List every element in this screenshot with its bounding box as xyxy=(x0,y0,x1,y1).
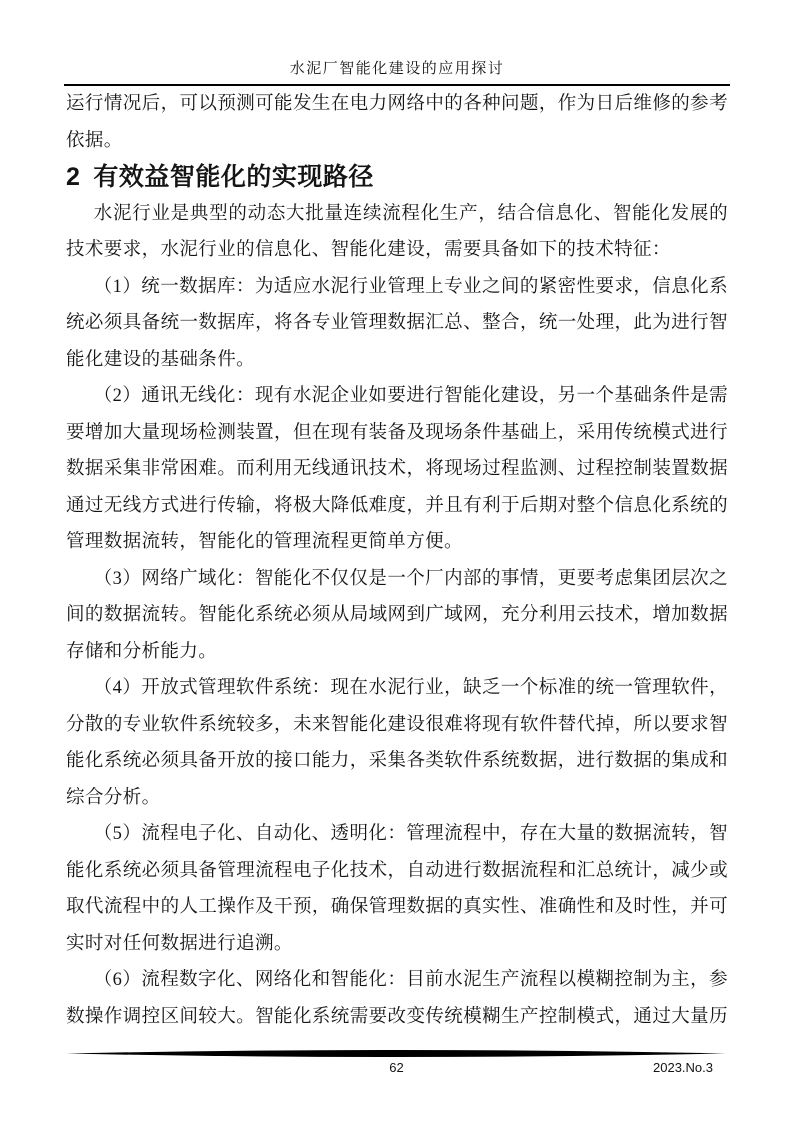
text-line: （5）流程电子化、自动化、透明化：管理流程中，存在大量的数据流转，智 xyxy=(93,824,728,844)
text-line: 水泥行业是典型的动态大批量连续流程化生产，结合信息化、智能化发展的 xyxy=(93,203,728,224)
text-line: 依据。 xyxy=(66,130,123,151)
text-line: 存储和分析能力。 xyxy=(66,641,218,662)
text-line: 运行情况后，可以预测可能发生在电力网络中的各种问题，作为日后维修的参考 xyxy=(66,94,728,114)
issue-label: 2023.No.3 xyxy=(653,1060,713,1075)
text-line: 要增加大量现场检测装置，但在现有装备及现场条件基础上，采用传统模式进行 xyxy=(66,422,728,443)
text-line: （2）通讯无线化：现有水泥企业如要进行智能化建设，另一个基础条件是需 xyxy=(93,386,728,406)
paragraph xyxy=(66,962,728,1035)
text-line: 综合分析。 xyxy=(66,787,161,808)
text-line: 技术要求，水泥行业的信息化、智能化建设，需要具备如下的技术特征： xyxy=(66,240,671,260)
paragraph xyxy=(66,816,728,962)
footer-bar-graphic xyxy=(66,1048,726,1059)
paragraph xyxy=(66,269,728,379)
section-title: 有效益智能化的实现路径 xyxy=(93,163,374,191)
paragraph xyxy=(66,86,728,159)
text-line: 能化系统必须具备管理流程电子化技术，自动进行数据流程和汇总统计，减少或 xyxy=(66,860,728,881)
section-heading xyxy=(66,159,728,196)
text-line: （6）流程数字化、网络化和智能化：目前水泥生产流程以模糊控制为主，参 xyxy=(93,970,728,990)
paragraph xyxy=(66,561,728,671)
section-number: 2 xyxy=(66,163,81,191)
text-line: 取代流程中的人工操作及干预，确保管理数据的真实性、准确性和及时性，并可 xyxy=(66,897,728,917)
text-line: 能化系统必须具备开放的接口能力，采集各类软件系统数据，进行数据的集成和 xyxy=(66,751,728,771)
text-line: （4）开放式管理软件系统：现在水泥行业，缺乏一个标准的统一管理软件， xyxy=(93,678,728,698)
text-line: 管理数据流转，智能化的管理流程更简单方便。 xyxy=(66,532,463,552)
running-header-title: 水泥厂智能化建设的应用探讨 xyxy=(289,61,505,77)
text-line: 数据采集非常困难。而利用无线通讯技术，将现场过程监测、过程控制装置数据 xyxy=(66,459,728,479)
paragraph xyxy=(66,670,728,816)
text-line: （3）网络广域化：智能化不仅仅是一个厂内部的事情，更要考虑集团层次之 xyxy=(93,568,728,589)
text-line: 实时对任何数据进行追溯。 xyxy=(66,933,293,954)
text-line: 通过无线方式进行传输，将极大降低难度，并且有利于后期对整个信息化系统的 xyxy=(66,495,728,516)
text-line: 能化建设的基础条件。 xyxy=(66,349,256,370)
text-line: 间的数据流转。智能化系统必须从局域网到广域网，充分利用云技术，增加数据 xyxy=(66,605,728,625)
text-line: 统必须具备统一数据库，将各专业管理数据汇总、整合，统一处理，此为进行智 xyxy=(66,313,728,333)
paragraph xyxy=(66,196,728,269)
text-line: 分散的专业软件系统较多，未来智能化建设很难将现有软件替代掉，所以要求智 xyxy=(66,714,728,735)
text-line: （1）统一数据库：为适应水泥行业管理上专业之间的紧密性要求，信息化系 xyxy=(93,276,728,297)
paragraph xyxy=(66,378,728,561)
page-number: 62 xyxy=(389,1060,404,1075)
text-line: 数操作调控区间较大。智能化系统需要改变传统模糊生产控制模式，通过大量历 xyxy=(66,1006,728,1027)
article-body xyxy=(66,86,728,1035)
